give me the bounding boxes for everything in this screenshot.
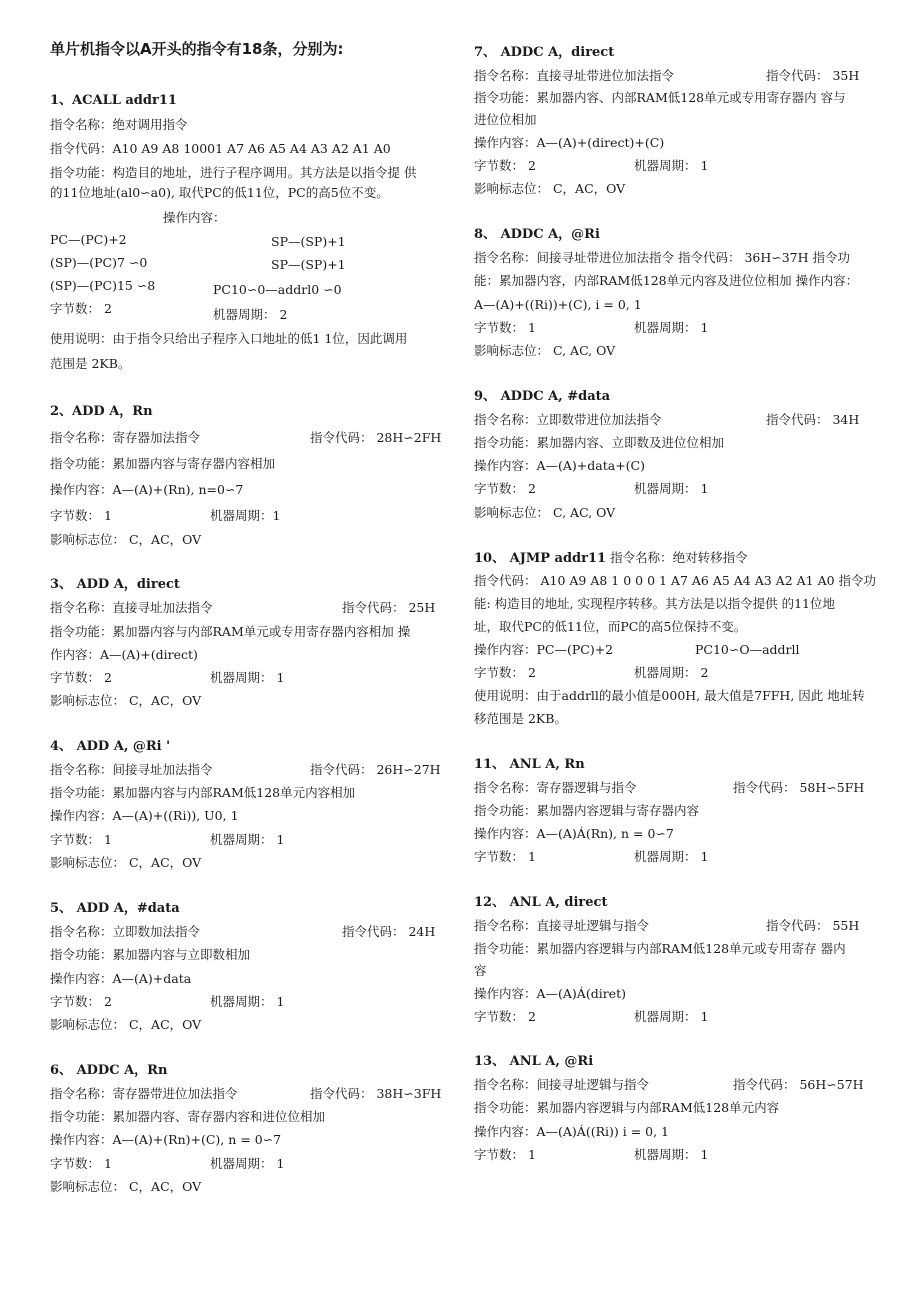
operation-line: PC—(PC)+2	[50, 232, 127, 247]
machine-cycles: 机器周期： 1	[210, 994, 285, 1009]
byte-count: 字节数： 2	[474, 1009, 536, 1024]
instruction-function: 指令功能：累加器内容逻辑与寄存器内容	[474, 803, 700, 818]
machine-cycles: 机器周期： 1	[634, 1009, 709, 1024]
section-heading-line	[474, 550, 748, 567]
operation-line: SP—(SP)+1	[271, 257, 346, 272]
machine-cycles: 机器周期： 1	[634, 1147, 709, 1162]
byte-count: 字节数： 2	[50, 670, 112, 685]
affected-flags: 影响标志位： C，AC，OV	[50, 1179, 202, 1194]
byte-count: 字节数： 2	[474, 665, 536, 680]
instruction-name: 指令名称：立即数加法指令	[50, 924, 201, 939]
byte-count: 字节数： 2	[50, 994, 112, 1009]
affected-flags: 影响标志位： C，AC，OV	[50, 1017, 202, 1032]
instruction-code: 指令代码： 58H∽5FH	[733, 780, 865, 795]
operation-content: 操作内容：A—(A)+data+(C)	[474, 458, 646, 473]
section-heading: 12、 ANL A, direct	[474, 895, 608, 910]
section-heading: 11、 ANL A, Rn	[474, 757, 585, 772]
instruction-code: 指令代码： 56H∽57H	[733, 1077, 864, 1092]
section-heading: 3、 ADD A，direct	[50, 577, 180, 592]
byte-count: 字节数： 1	[50, 832, 112, 847]
usage-note: 使用说明：由于指令只给出子程序入口地址的低1 1位，因此调用	[50, 331, 408, 346]
machine-cycles: 机器周期： 1	[634, 158, 709, 173]
instruction-text: 指令代码： A10 A9 A8 1 0 0 0 1 A7 A6 A5 A4 A3 A2 A1 A0 指令功	[474, 573, 877, 588]
operation-content: 操作内容：A—(A)+data	[50, 971, 192, 986]
instruction-text: 能: 构造目的地址, 实现程序转移。其方法是以指令提供 的11位地	[474, 596, 836, 611]
usage-note: 使用说明：由于addrll的最小值是000H, 最大值是7FFH, 因此 地址转	[474, 688, 865, 703]
section-heading: 9、 ADDC A, #data	[474, 389, 611, 404]
instruction-name: 指令名称：寄存器带进位加法指令	[50, 1086, 238, 1101]
instruction-name: 指令名称：寄存器加法指令	[50, 430, 201, 445]
section-heading: 5、 ADD A，#data	[50, 901, 180, 916]
machine-cycles: 机器周期： 1	[210, 670, 285, 685]
byte-count: 字节数： 1	[474, 320, 536, 335]
instruction-function: 指令功能：累加器内容与寄存器内容相加	[50, 456, 276, 471]
section-heading: 10、 AJMP addr11	[474, 551, 607, 566]
operation-line: (SP)—(PC)15 ∽8	[50, 278, 156, 293]
instruction-function: 指令功能：构造目的地址，进行子程序调用。其方法是以指令提 供	[50, 165, 417, 180]
instruction-name: 指令名称：寄存器逻辑与指令	[474, 780, 637, 795]
machine-cycles: 机器周期： 2	[213, 307, 288, 322]
operation-line: SP—(SP)+1	[271, 234, 346, 249]
instruction-function: 进位位相加	[474, 112, 537, 127]
section-heading: 6、 ADDC A，Rn	[50, 1063, 168, 1078]
instruction-name: 指令名称：间接寻址加法指令	[50, 762, 213, 777]
operation-content: 操作内容：A—(A)Á(Rn), n = 0∽7	[474, 826, 674, 841]
machine-cycles: 机器周期： 1	[634, 849, 709, 864]
byte-count: 字节数： 2	[474, 158, 536, 173]
instruction-code: 指令代码： 25H	[342, 600, 436, 615]
page-title: 单片机指令以A开头的指令有18条，分别为:	[50, 40, 344, 58]
instruction-code: 指令代码： 24H	[342, 924, 436, 939]
operation-line: (SP)—(PC)7 ∽0	[50, 255, 148, 270]
instruction-function: 指令功能：累加器内容与立即数相加	[50, 947, 251, 962]
operation-line: PC10∽0—addrl0 ∽0	[213, 282, 342, 297]
instruction-function: 指令功能：累加器内容、内部RAM低128单元或专用寄存器内 容与	[474, 90, 846, 105]
byte-count: 字节数： 1	[474, 1147, 536, 1162]
affected-flags: 影响标志位： C, AC, OV	[474, 343, 616, 358]
instruction-code: 指令代码： 35H	[766, 68, 860, 83]
instruction-text: A—(A)+((Ri))+(C), i = 0, 1	[474, 297, 642, 312]
section-heading: 13、 ANL A, @Ri	[474, 1054, 594, 1069]
section-heading: 2、ADD A，Rn	[50, 404, 153, 419]
section-heading: 8、 ADDC A，@Ri	[474, 227, 600, 242]
byte-count: 字节数： 1	[50, 508, 112, 523]
byte-count: 字节数： 1	[50, 1156, 112, 1171]
operation-content: 操作内容：PC—(PC)+2	[474, 642, 614, 657]
section-heading: 7、 ADDC A，direct	[474, 45, 615, 60]
operation-label: 操作内容：	[163, 210, 226, 225]
instruction-code: 指令代码： 55H	[766, 918, 860, 933]
instruction-function: 容	[474, 963, 487, 978]
byte-count: 字节数： 2	[474, 481, 536, 496]
operation-content: 作内容：A—(A)+(direct)	[50, 647, 198, 662]
instruction-text: 能：累加器内容，内部RAM低128单元内容及进位位相加 操作内容：	[474, 273, 859, 288]
affected-flags: 影响标志位： C，AC，OV	[50, 693, 202, 708]
machine-cycles: 机器周期： 1	[210, 1156, 285, 1171]
instruction-function: 指令功能：累加器内容、立即数及进位位相加	[474, 435, 725, 450]
instruction-code: 指令代码： 26H∽27H	[310, 762, 441, 777]
instruction-function: 指令功能：累加器内容与内部RAM单元或专用寄存器内容相加 操	[50, 624, 411, 639]
instruction-name: 指令名称：立即数带进位加法指令	[474, 412, 662, 427]
operation-content: 操作内容：A—(A)Á(diret)	[474, 986, 626, 1001]
affected-flags: 影响标志位： C，AC，OV	[50, 532, 202, 547]
affected-flags: 影响标志位： C，AC，OV	[474, 181, 626, 196]
machine-cycles: 机器周期： 1	[634, 481, 709, 496]
instruction-function: 指令功能：累加器内容、寄存器内容和进位位相加	[50, 1109, 326, 1124]
section-heading: 4、 ADD A, @Ri '	[50, 739, 171, 754]
instruction-function: 指令功能：累加器内容逻辑与内部RAM低128单元或专用寄存 器内	[474, 941, 846, 956]
machine-cycles: 机器周期：1	[210, 508, 281, 523]
affected-flags: 影响标志位： C，AC，OV	[50, 855, 202, 870]
usage-note: 移范围是 2KB。	[474, 711, 567, 726]
instruction-code: 指令代码： 28H∽2FH	[310, 430, 442, 445]
section-heading: 1、ACALL addr11	[50, 93, 177, 108]
byte-count: 字节数： 2	[50, 301, 112, 316]
operation-content: 操作内容：A—(A)+(direct)+(C)	[474, 135, 665, 150]
instruction-text: 指令名称：间接寻址带进位加法指令 指令代码： 36H∽37H 指令功	[474, 250, 851, 265]
byte-count: 字节数： 1	[474, 849, 536, 864]
instruction-function: 指令功能：累加器内容与内部RAM低128单元内容相加	[50, 785, 356, 800]
machine-cycles: 机器周期： 2	[634, 665, 709, 680]
operation-content: 操作内容：A—(A)Á((Ri)) i = 0, 1	[474, 1124, 669, 1139]
instruction-code: 指令代码：A10 A9 A8 10001 A7 A6 A5 A4 A3 A2 A1 A0	[50, 141, 391, 156]
instruction-name: 指令名称：绝对调用指令	[50, 117, 188, 132]
affected-flags: 影响标志位： C, AC, OV	[474, 505, 616, 520]
operation-content: 操作内容：A—(A)+((Ri)), U0, 1	[50, 808, 239, 823]
operation-content: PC10∽O—addrll	[695, 642, 800, 657]
instruction-name: 指令名称：绝对转移指令	[606, 550, 748, 565]
machine-cycles: 机器周期： 1	[634, 320, 709, 335]
instruction-name: 指令名称：直接寻址加法指令	[50, 600, 213, 615]
usage-note: 范围是 2KB。	[50, 356, 131, 371]
operation-content: 操作内容：A—(A)+(Rn), n=0∽7	[50, 482, 244, 497]
machine-cycles: 机器周期： 1	[210, 832, 285, 847]
instruction-code: 指令代码： 34H	[766, 412, 860, 427]
instruction-code: 指令代码： 38H∽3FH	[310, 1086, 442, 1101]
instruction-name: 指令名称：直接寻址逻辑与指令	[474, 918, 650, 933]
instruction-name: 指令名称：间接寻址逻辑与指令	[474, 1077, 650, 1092]
instruction-function: 指令功能：累加器内容逻辑与内部RAM低128单元内容	[474, 1100, 780, 1115]
operation-content: 操作内容：A—(A)+(Rn)+(C), n = 0∽7	[50, 1132, 282, 1147]
instruction-function: 的11位地址(al0∽a0), 取代PC的低11位，PC的高5位不变。	[50, 185, 389, 200]
instruction-name: 指令名称：直接寻址带进位加法指令	[474, 68, 675, 83]
instruction-text: 址，取代PC的低11位，而PC的高5位保持不变。	[474, 619, 747, 634]
